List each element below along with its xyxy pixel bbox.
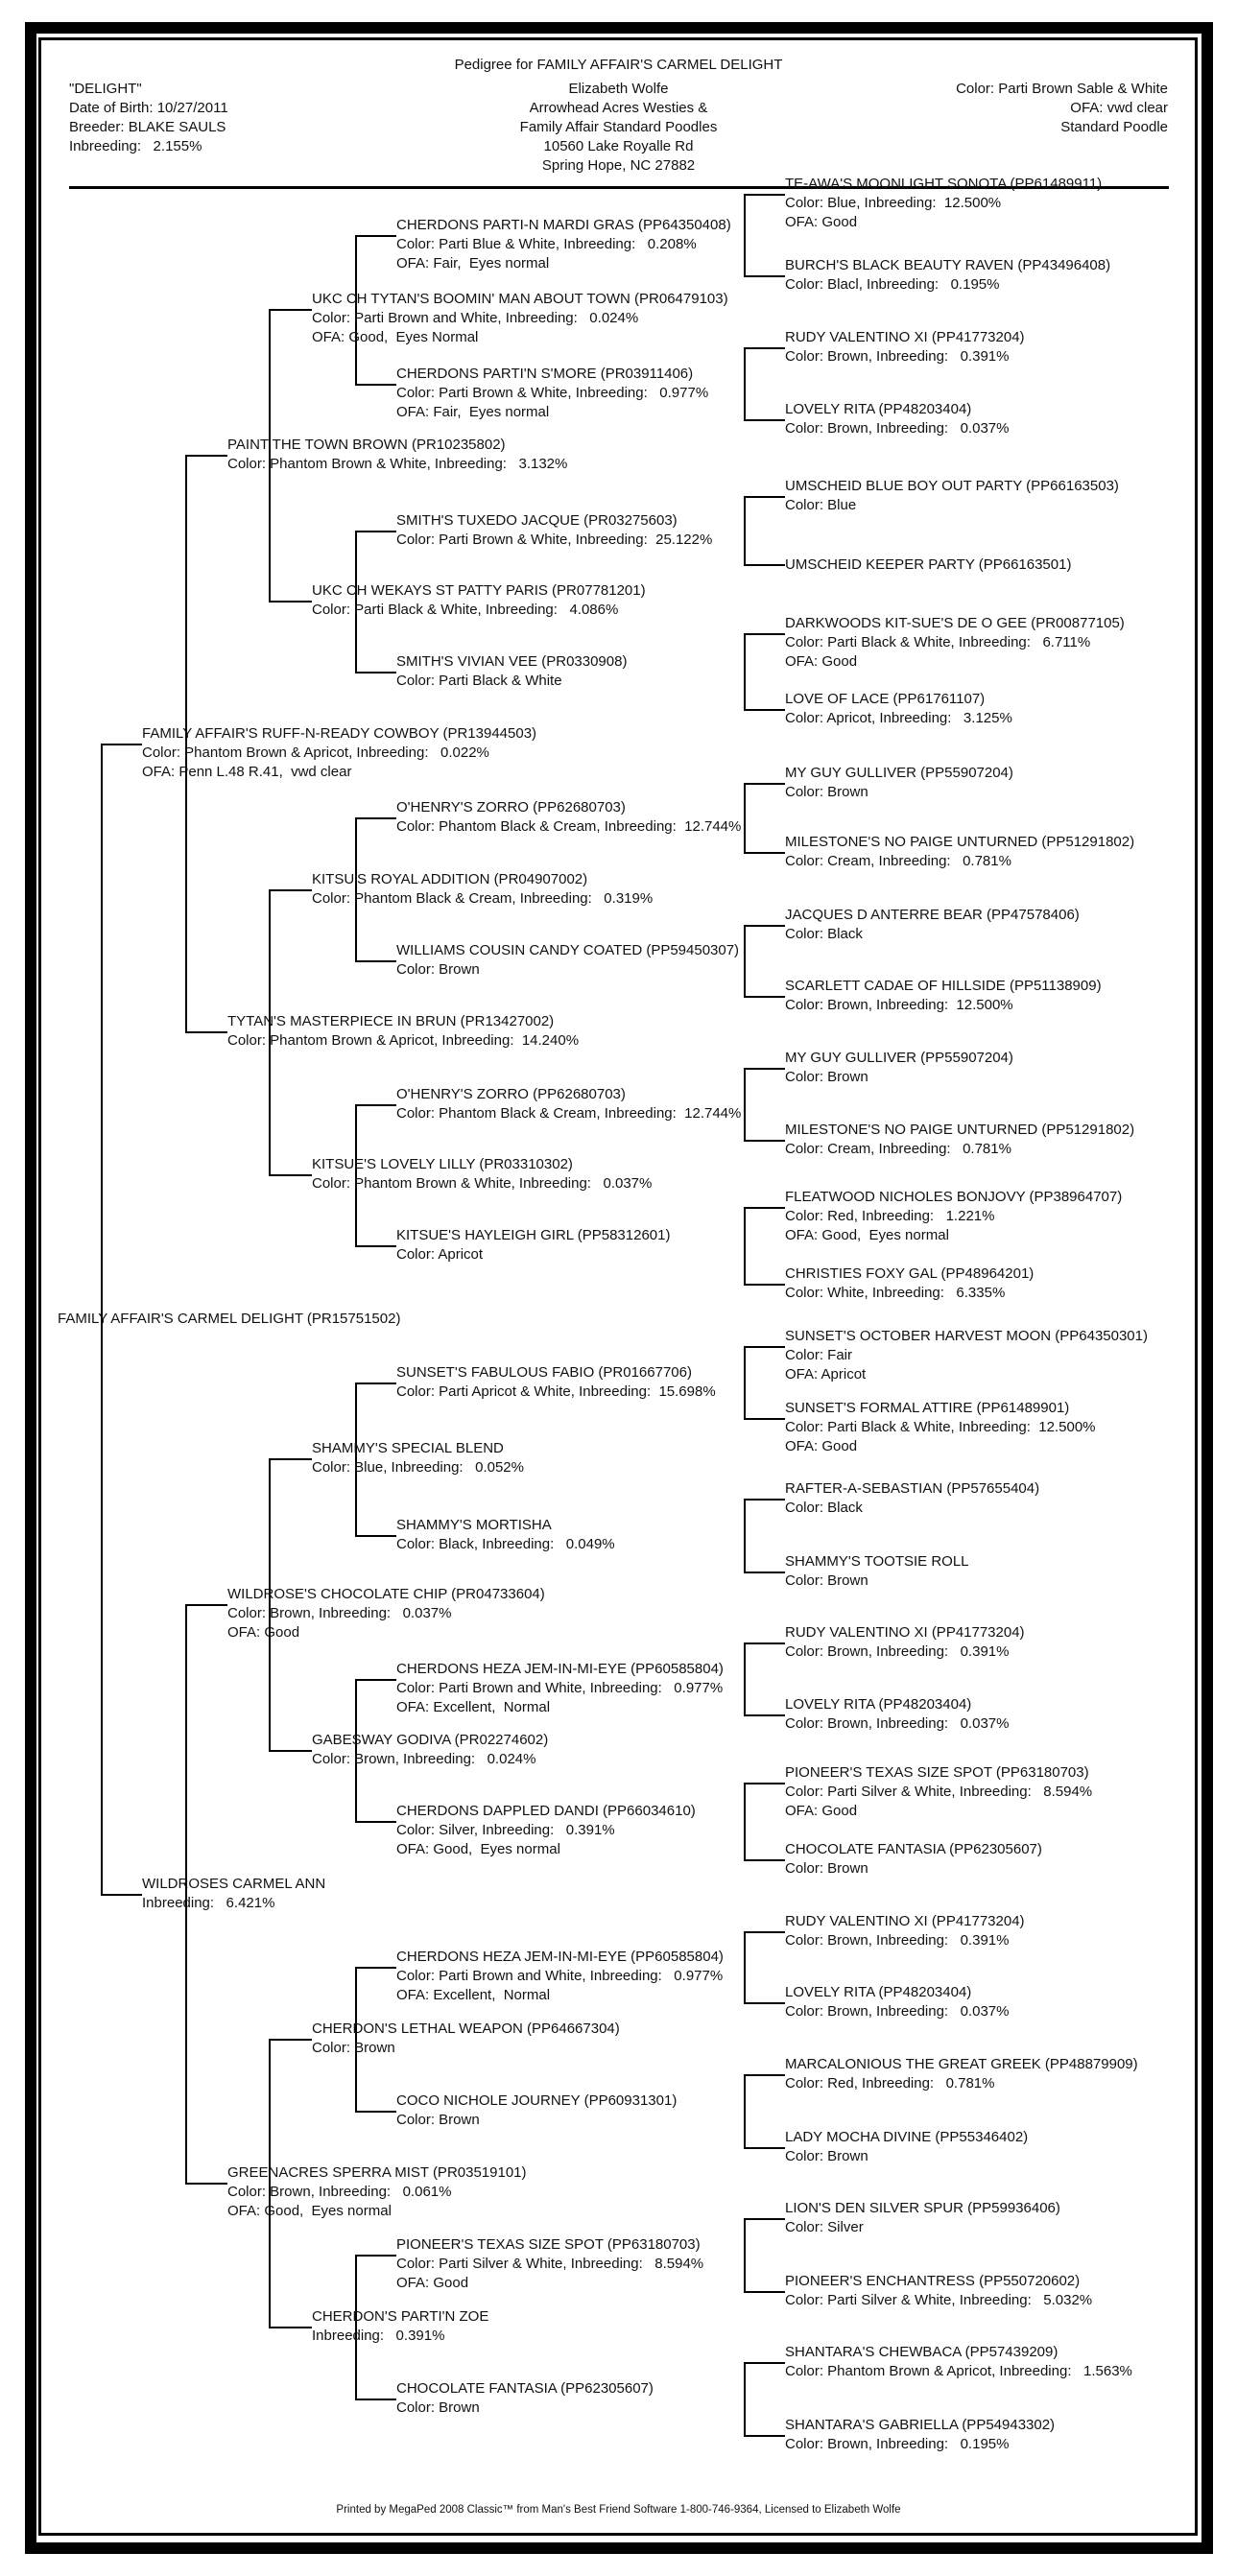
pedigree-node	[785, 1479, 1039, 1518]
pedigree-node	[312, 2307, 488, 2346]
pedigree-node	[785, 400, 1009, 438]
connector-dam-stub	[269, 1174, 312, 1176]
pedigree-node	[396, 511, 712, 550]
connector-sire-stub	[744, 496, 785, 498]
header-line: Family Affair Standard Poodles	[519, 119, 718, 135]
pedigree-node	[785, 1121, 1134, 1159]
dog-detail: Inbreeding: 6.421%	[142, 1894, 275, 1911]
dog-name: RUDY VALENTINO XI (PP41773204)	[785, 1913, 1025, 1929]
connector-vertical	[744, 1069, 746, 1141]
dog-name: WILLIAMS COUSIN CANDY COATED (PP59450307)	[396, 942, 740, 958]
dog-detail: Color: Brown	[785, 1572, 868, 1589]
dog-detail: Color: Black	[785, 1500, 863, 1516]
connector-vertical	[744, 1347, 746, 1419]
dog-detail: Color: Black	[785, 926, 863, 942]
subject-attributes-block	[956, 80, 1168, 137]
pedigree-node	[396, 2379, 654, 2418]
dog-detail: Color: Parti Apricot & White, Inbreeding: 15.698%	[396, 1383, 716, 1400]
dog-name: RUDY VALENTINO XI (PP41773204)	[785, 1624, 1025, 1641]
dog-detail: Color: Apricot	[396, 1246, 484, 1263]
dog-name: CHERDON'S LETHAL WEAPON (PP64667304)	[312, 2021, 620, 2037]
connector-sire-stub	[269, 2039, 312, 2041]
pedigree-node	[785, 256, 1110, 295]
dog-detail: Color: Brown, Inbreeding: 0.195%	[785, 2436, 1010, 2452]
connector-dam-stub	[101, 1894, 142, 1896]
dog-name: MY GUY GULLIVER (PP55907204)	[785, 765, 1013, 781]
dog-detail: Color: Parti Brown & White, Inbreeding: 25.122%	[396, 531, 713, 548]
dog-detail: Color: Red, Inbreeding: 1.221%	[785, 1208, 995, 1224]
dog-detail: OFA: Good	[785, 214, 858, 230]
connector-dam-stub	[744, 852, 785, 854]
pedigree-node	[785, 555, 1071, 575]
pedigree-node	[227, 2163, 527, 2221]
dog-name: FLEATWOOD NICHOLES BONJOVY (PP38964707)	[785, 1189, 1123, 1205]
header-line: Elizabeth Wolfe	[568, 81, 669, 97]
dog-name: KITSUE'S HAYLEIGH GIRL (PP58312601)	[396, 1227, 671, 1243]
connector-dam-stub	[744, 419, 785, 421]
dog-name: MY GUY GULLIVER (PP55907204)	[785, 1050, 1013, 1066]
connector-dam-stub	[355, 672, 396, 674]
pedigree-node	[785, 2128, 1028, 2166]
dog-name: MILESTONE'S NO PAIGE UNTURNED (PP51291802)	[785, 1122, 1135, 1138]
dog-name: LION'S DEN SILVER SPUR (PP59936406)	[785, 2200, 1060, 2216]
connector-dam-stub	[355, 1535, 396, 1537]
pedigree-node	[785, 477, 1119, 515]
pedigree-node	[396, 2235, 703, 2293]
connector-sire-stub	[744, 2362, 785, 2364]
dog-detail: Color: Blue, Inbreeding: 0.052%	[312, 1459, 524, 1477]
connector-sire-stub	[101, 744, 142, 745]
dog-detail: Color: Phantom Brown & Apricot, Inbreeding: 14.240%	[227, 1032, 580, 1050]
pedigree-node	[312, 870, 653, 909]
page-title: Pedigree for FAMILY AFFAIR'S CARMEL DELIGHT	[454, 57, 783, 73]
dog-detail: Color: White, Inbreeding: 6.335%	[785, 1285, 1006, 1301]
dog-name: SHAMMY'S MORTISHA	[396, 1517, 552, 1533]
pedigree-node	[785, 1912, 1025, 1950]
connector-sire-stub	[744, 1499, 785, 1501]
header-line: "DELIGHT"	[69, 81, 142, 97]
dog-detail: Color: Cream, Inbreeding: 0.781%	[785, 853, 1011, 869]
footer-text: Printed by MegaPed 2008 Classic™ from Man's Best Friend Software 1-800-746-9364, Licensed to Elizabeth Wolfe	[336, 2504, 901, 2516]
pedigree-node	[227, 1585, 545, 1642]
dog-detail: Color: Parti Black & White, Inbreeding: 4.086%	[312, 602, 619, 618]
connector-sire-stub	[355, 1679, 396, 1681]
dog-detail: OFA: Good	[785, 653, 858, 670]
dog-name: LOVELY RITA (PP48203404)	[785, 1984, 972, 2000]
connector-sire-stub	[744, 347, 785, 349]
connector-sire-stub	[744, 1783, 785, 1784]
pedigree-node	[785, 614, 1125, 672]
connector-vertical	[744, 195, 746, 276]
connector-vertical	[744, 497, 746, 565]
dog-detail: OFA: Good, Eyes normal	[227, 2203, 392, 2219]
dog-name: WILDROSE'S CHOCOLATE CHIP (PR04733604)	[227, 1586, 545, 1602]
dog-name: CHERDONS PARTI-N MARDI GRAS (PP64350408)	[396, 216, 731, 233]
pedigree-node	[785, 1623, 1025, 1662]
connector-dam-stub	[185, 2183, 227, 2185]
header-line: 10560 Lake Royalle Rd	[543, 138, 694, 154]
connector-sire-stub	[355, 1383, 396, 1384]
connector-dam-stub	[269, 1750, 312, 1752]
connector-sire-stub	[269, 1458, 312, 1460]
dog-name: UMSCHEID KEEPER PARTY (PP66163501)	[785, 556, 1072, 573]
dog-detail: Color: Phantom Black & Cream, Inbreeding: 12.744%	[396, 818, 742, 835]
pedigree-node	[785, 2199, 1060, 2237]
dog-detail: Color: Brown, Inbreeding: 0.391%	[785, 1932, 1010, 1949]
connector-sire-stub	[744, 1207, 785, 1209]
pedigree-node	[785, 906, 1080, 944]
dog-name: UKC CH WEKAYS ST PATTY PARIS (PR07781201)	[312, 582, 646, 599]
connector-sire-stub	[355, 817, 396, 819]
connector-vertical	[744, 1208, 746, 1285]
header-line: Breeder: BLAKE SAULS	[69, 119, 226, 135]
pedigree-node	[396, 1226, 670, 1264]
dog-name: SCARLETT CADAE OF HILLSIDE (PP51138909)	[785, 978, 1102, 994]
dog-detail: Color: Parti Brown and White, Inbreeding: 0.977%	[396, 1679, 724, 1696]
pedigree-node	[58, 1310, 400, 1329]
header-line: Inbreeding: 2.155%	[69, 138, 202, 154]
dog-detail: Color: Fair	[785, 1347, 853, 1363]
dog-detail: Color: Phantom Brown & White, Inbreeding: 3.132%	[227, 456, 568, 472]
connector-dam-stub	[744, 1140, 785, 1142]
dog-name: MARCALONIOUS THE GREAT GREEK (PP48879909)	[785, 2056, 1138, 2072]
connector-dam-stub	[744, 2435, 785, 2437]
dog-name: CHERDONS HEZA JEM-IN-MI-EYE (PP60585804)	[396, 1660, 724, 1677]
dog-detail: Color: Brown	[785, 1860, 868, 1877]
pedigree-node	[785, 977, 1102, 1015]
pedigree-node	[785, 833, 1134, 871]
connector-dam-stub	[744, 996, 785, 998]
dog-name: CHERDONS HEZA JEM-IN-MI-EYE (PP60585804)	[396, 1949, 724, 1965]
dog-detail: Color: Parti Silver & White, Inbreeding: 5.032%	[785, 2292, 1093, 2308]
pedigree-node	[227, 436, 567, 474]
dog-detail: OFA: Fair, Eyes normal	[396, 254, 550, 272]
connector-dam-stub	[744, 1572, 785, 1573]
dog-detail: Color: Parti Silver & White, Inbreeding: 8.594%	[396, 2256, 704, 2272]
dog-name: DARKWOODS KIT-SUE'S DE O GEE (PR00877105)	[785, 615, 1125, 631]
pedigree-node	[396, 1660, 724, 1717]
dog-detail: Color: Brown, Inbreeding: 0.391%	[785, 1643, 1010, 1660]
dog-name: LOVE OF LACE (PP61761107)	[785, 691, 986, 707]
connector-sire-stub	[185, 1604, 227, 1606]
pedigree-node	[396, 216, 731, 273]
connector-vertical	[744, 2075, 746, 2148]
pedigree-node	[396, 798, 741, 837]
dog-detail: Color: Brown	[785, 1069, 868, 1085]
dog-name: JACQUES D ANTERRE BEAR (PP47578406)	[785, 907, 1080, 923]
dog-detail: OFA: Good, Eyes Normal	[312, 329, 479, 345]
dog-detail: Color: Brown, Inbreeding: 0.037%	[227, 1605, 452, 1621]
pedigree-node	[396, 2092, 677, 2130]
dog-name: TE-AWA'S MOONLIGHT SONOTA (PP61489911)	[785, 176, 1103, 192]
dog-detail: Color: Brown, Inbreeding: 0.037%	[785, 1715, 1010, 1732]
connector-vertical	[744, 1784, 746, 1860]
connector-sire-stub	[355, 1104, 396, 1106]
dog-detail: Color: Parti Brown & White, Inbreeding: 0.977%	[396, 384, 709, 401]
pedigree-node	[227, 1012, 579, 1051]
dog-name: SHAMMY'S SPECIAL BLEND	[312, 1440, 504, 1457]
pedigree-node	[396, 1085, 741, 1123]
dog-detail: Color: Red, Inbreeding: 0.781%	[785, 2075, 995, 2092]
dog-detail: Color: Brown	[785, 2148, 868, 2164]
dog-detail: Color: Apricot, Inbreeding: 3.125%	[785, 710, 1012, 726]
dog-detail: Color: Blue	[785, 497, 857, 513]
dog-detail: OFA: Apricot	[785, 1366, 867, 1383]
connector-sire-stub	[744, 925, 785, 927]
connector-dam-stub	[355, 1245, 396, 1247]
dog-detail: OFA: Good	[227, 1624, 300, 1641]
dog-name: SHANTARA'S CHEWBACA (PP57439209)	[785, 2344, 1059, 2360]
connector-vertical	[744, 1643, 746, 1715]
dog-detail: Color: Silver, Inbreeding: 0.391%	[396, 1822, 615, 1838]
connector-dam-stub	[269, 2327, 312, 2328]
pedigree-node	[312, 1731, 548, 1769]
header-line: Date of Birth: 10/27/2011	[69, 100, 228, 116]
pedigree-node	[785, 1763, 1092, 1821]
pedigree-node	[396, 365, 708, 422]
dog-name: UMSCHEID BLUE BOY OUT PARTY (PP66163503)	[785, 478, 1119, 494]
dog-detail: Color: Black, Inbreeding: 0.049%	[396, 1536, 615, 1552]
connector-dam-stub	[744, 1714, 785, 1716]
dog-detail: Color: Parti Black & White, Inbreeding: 6.711%	[785, 634, 1091, 650]
connector-vertical	[744, 634, 746, 710]
dog-name: O'HENRY'S ZORRO (PP62680703)	[396, 1085, 626, 1102]
pedigree-node	[396, 1516, 615, 1554]
dog-name: PIONEER'S ENCHANTRESS (PP550720602)	[785, 2273, 1081, 2289]
connector-dam-stub	[744, 2291, 785, 2293]
dog-name: CHERDONS PARTI'N S'MORE (PR03911406)	[396, 365, 694, 382]
dog-detail: Color: Brown	[396, 961, 480, 978]
dog-detail: OFA: Good	[785, 1438, 858, 1454]
pedigree-node	[785, 1552, 969, 1591]
dog-detail: Color: Brown	[312, 2040, 395, 2056]
dog-detail: OFA: Fair, Eyes normal	[396, 403, 550, 420]
dog-detail: Color: Cream, Inbreeding: 0.781%	[785, 1141, 1011, 1157]
dog-name: FAMILY AFFAIR'S RUFF-N-READY COWBOY (PR13944503)	[142, 724, 537, 742]
dog-detail: OFA: Penn L.48 R.41, vwd clear	[142, 763, 352, 780]
dog-name: LADY MOCHA DIVINE (PP55346402)	[785, 2129, 1029, 2145]
dog-name: SHAMMY'S TOOTSIE ROLL	[785, 1553, 969, 1570]
pedigree-node	[785, 1264, 1034, 1303]
dog-detail: Color: Brown	[396, 2399, 480, 2416]
connector-vertical	[744, 784, 746, 853]
dog-detail: Color: Brown, Inbreeding: 0.061%	[227, 2184, 452, 2200]
pedigree-node	[312, 2020, 620, 2058]
connector-sire-stub	[185, 455, 227, 457]
dog-name: CHERDON'S PARTI'N ZOE	[312, 2308, 489, 2325]
dog-detail: Color: Parti Blue & White, Inbreeding: 0.208%	[396, 235, 697, 252]
dog-detail: Color: Phantom Black & Cream, Inbreeding: 12.744%	[396, 1104, 742, 1122]
header-line: Standard Poodle	[1060, 119, 1168, 135]
connector-vertical	[744, 2219, 746, 2292]
dog-detail: Color: Blacl, Inbreeding: 0.195%	[785, 276, 1000, 293]
dog-detail: Color: Brown, Inbreeding: 12.500%	[785, 997, 1013, 1013]
dog-name: TYTAN'S MASTERPIECE IN BRUN (PR13427002)	[227, 1013, 555, 1030]
dog-name: FAMILY AFFAIR'S CARMEL DELIGHT (PR15751502)	[58, 1311, 401, 1328]
dog-name: KITSU'S ROYAL ADDITION (PR04907002)	[312, 870, 588, 887]
connector-dam-stub	[744, 709, 785, 711]
dog-detail: Color: Parti Brown and White, Inbreeding: 0.024%	[312, 310, 639, 326]
pedigree-node	[785, 1983, 1009, 2021]
dog-detail: Inbreeding: 0.391%	[312, 2328, 445, 2344]
connector-dam-stub	[185, 1031, 227, 1033]
pedigree-node	[312, 581, 646, 620]
connector-vertical	[744, 926, 746, 997]
header-line: Color: Parti Brown Sable & White	[956, 81, 1168, 97]
connector-sire-stub	[744, 1931, 785, 1933]
dog-detail: Color: Parti Black & White, Inbreeding: 12.500%	[785, 1419, 1096, 1435]
dog-detail: Color: Phantom Brown & White, Inbreeding: 0.037%	[312, 1175, 653, 1193]
pedigree-node	[142, 724, 536, 782]
dog-name: UKC CH TYTAN'S BOOMIN' MAN ABOUT TOWN (PR06479103)	[312, 291, 728, 307]
pedigree-node	[785, 1188, 1122, 1245]
pedigree-node	[396, 1363, 716, 1402]
pedigree-node	[785, 2416, 1055, 2454]
connector-sire-stub	[744, 1346, 785, 1348]
connector-sire-stub	[744, 1642, 785, 1644]
pedigree-node	[312, 1155, 652, 1193]
dog-name: SUNSET'S FORMAL ATTIRE (PP61489901)	[785, 1400, 1070, 1416]
dog-detail: Color: Parti Black & White	[396, 672, 562, 689]
pedigree-node	[312, 1439, 524, 1477]
dog-detail: Color: Phantom Black & Cream, Inbreeding: 0.319%	[312, 889, 654, 907]
dog-detail: OFA: Good	[396, 2275, 469, 2291]
dog-name: MILESTONE'S NO PAIGE UNTURNED (PP51291802)	[785, 834, 1135, 850]
dog-name: SUNSET'S FABULOUS FABIO (PR01667706)	[396, 1363, 692, 1381]
connector-dam-stub	[744, 2147, 785, 2149]
dog-name: SHANTARA'S GABRIELLA (PP54943302)	[785, 2417, 1056, 2433]
dog-detail: Color: Brown, Inbreeding: 0.024%	[312, 1750, 536, 1767]
dog-name: WILDROSES CARMEL ANN	[142, 1875, 326, 1892]
connector-dam-stub	[355, 2399, 396, 2400]
connector-sire-stub	[744, 633, 785, 635]
dog-name: O'HENRY'S ZORRO (PP62680703)	[396, 799, 626, 815]
dog-detail: Color: Brown	[396, 2112, 480, 2128]
pedigree-node	[785, 690, 1012, 728]
dog-name: COCO NICHOLE JOURNEY (PP60931301)	[396, 2092, 678, 2109]
pedigree-node	[396, 652, 627, 691]
pedigree-node	[785, 764, 1013, 802]
connector-sire-stub	[744, 194, 785, 196]
dog-name: CHOCOLATE FANTASIA (PP62305607)	[396, 2380, 654, 2397]
pedigree-node	[785, 2343, 1132, 2381]
pedigree-node	[785, 328, 1025, 366]
dog-detail: Color: Brown, Inbreeding: 0.037%	[785, 2003, 1010, 2020]
pedigree-node	[785, 1695, 1009, 1734]
dog-name: RUDY VALENTINO XI (PP41773204)	[785, 329, 1025, 345]
connector-dam-stub	[355, 2111, 396, 2113]
header-line: Arrowhead Acres Westies &	[529, 100, 708, 116]
connector-vertical	[744, 1500, 746, 1572]
connector-vertical	[744, 1932, 746, 2003]
dog-detail: OFA: Good	[785, 1803, 858, 1819]
dog-detail: Color: Phantom Brown & Apricot, Inbreeding: 0.022%	[142, 744, 489, 761]
connector-vertical	[744, 2363, 746, 2436]
dog-name: GREENACRES SPERRA MIST (PR03519101)	[227, 2164, 527, 2181]
connector-dam-stub	[355, 960, 396, 962]
pedigree-node	[142, 1875, 325, 1913]
dog-name: SMITH'S VIVIAN VEE (PR0330908)	[396, 652, 628, 670]
connector-sire-stub	[744, 2218, 785, 2220]
connector-sire-stub	[744, 1068, 785, 1070]
dog-detail: Color: Silver	[785, 2219, 864, 2235]
pedigree-node	[785, 1840, 1042, 1879]
dog-name: RAFTER-A-SEBASTIAN (PP57655404)	[785, 1480, 1040, 1497]
dog-name: CHERDONS DAPPLED DANDI (PP66034610)	[396, 1803, 696, 1819]
pedigree-node	[396, 1802, 696, 1859]
connector-dam-stub	[744, 564, 785, 566]
header-line: OFA: vwd clear	[1070, 100, 1168, 116]
connector-sire-stub	[355, 235, 396, 237]
pedigree-node	[785, 2055, 1138, 2093]
connector-sire-stub	[355, 531, 396, 532]
header-line: Spring Hope, NC 27882	[541, 157, 696, 174]
connector-sire-stub	[355, 1967, 396, 1969]
dog-name: PAINT THE TOWN BROWN (PR10235802)	[227, 437, 506, 453]
connector-vertical	[744, 348, 746, 420]
dog-name: LOVELY RITA (PP48203404)	[785, 401, 972, 417]
dog-name: KITSUE'S LOVELY LILLY (PR03310302)	[312, 1156, 573, 1173]
connector-dam-stub	[355, 1821, 396, 1823]
connector-dam-stub	[269, 601, 312, 603]
dog-name: PIONEER'S TEXAS SIZE SPOT (PP63180703)	[396, 2236, 701, 2253]
connector-sire-stub	[355, 2255, 396, 2257]
dog-name: SUNSET'S OCTOBER HARVEST MOON (PP64350301)	[785, 1328, 1148, 1344]
connector-dam-stub	[744, 1284, 785, 1286]
dog-detail: Color: Phantom Brown & Apricot, Inbreeding: 1.563%	[785, 2363, 1132, 2379]
pedigree-node	[396, 941, 739, 980]
dog-detail: Color: Parti Silver & White, Inbreeding: 8.594%	[785, 1784, 1093, 1800]
dog-name: CHRISTIES FOXY GAL (PP48964201)	[785, 1265, 1035, 1282]
dog-detail: OFA: Good, Eyes normal	[396, 1841, 560, 1857]
pedigree-node	[312, 290, 728, 347]
dog-name: PIONEER'S TEXAS SIZE SPOT (PP63180703)	[785, 1764, 1089, 1781]
dog-detail: Color: Brown, Inbreeding: 0.391%	[785, 348, 1010, 365]
pedigree-node	[785, 1327, 1148, 1384]
connector-sire-stub	[269, 889, 312, 891]
dog-detail: Color: Parti Brown and White, Inbreeding: 0.977%	[396, 1968, 724, 1984]
connector-dam-stub	[744, 2002, 785, 2004]
dog-name: CHOCOLATE FANTASIA (PP62305607)	[785, 1841, 1042, 1857]
connector-dam-stub	[744, 275, 785, 277]
pedigree-node	[785, 2272, 1092, 2310]
dog-detail: Color: Brown	[785, 784, 868, 800]
dog-name: BURCH'S BLACK BEAUTY RAVEN (PP43496408)	[785, 257, 1111, 273]
connector-dam-stub	[355, 384, 396, 386]
dog-name: SMITH'S TUXEDO JACQUE (PR03275603)	[396, 511, 678, 529]
connector-dam-stub	[744, 1859, 785, 1861]
dog-detail: Color: Blue, Inbreeding: 12.500%	[785, 195, 1002, 211]
pedigree-node	[785, 1049, 1013, 1087]
dog-detail: OFA: Excellent, Normal	[396, 1987, 551, 2003]
pedigree-node	[396, 1948, 724, 2005]
connector-dam-stub	[744, 1418, 785, 1420]
connector-sire-stub	[269, 309, 312, 311]
pedigree-node	[785, 1399, 1096, 1456]
connector-sire-stub	[744, 783, 785, 785]
connector-sire-stub	[744, 2074, 785, 2076]
pedigree-node	[785, 175, 1102, 232]
dog-detail: OFA: Excellent, Normal	[396, 1698, 551, 1715]
dog-detail: OFA: Good, Eyes normal	[785, 1227, 949, 1243]
dog-name: LOVELY RITA (PP48203404)	[785, 1696, 972, 1713]
dog-detail: Color: Brown, Inbreeding: 0.037%	[785, 420, 1010, 437]
dog-name: GABESWAY GODIVA (PR02274602)	[312, 1731, 549, 1748]
